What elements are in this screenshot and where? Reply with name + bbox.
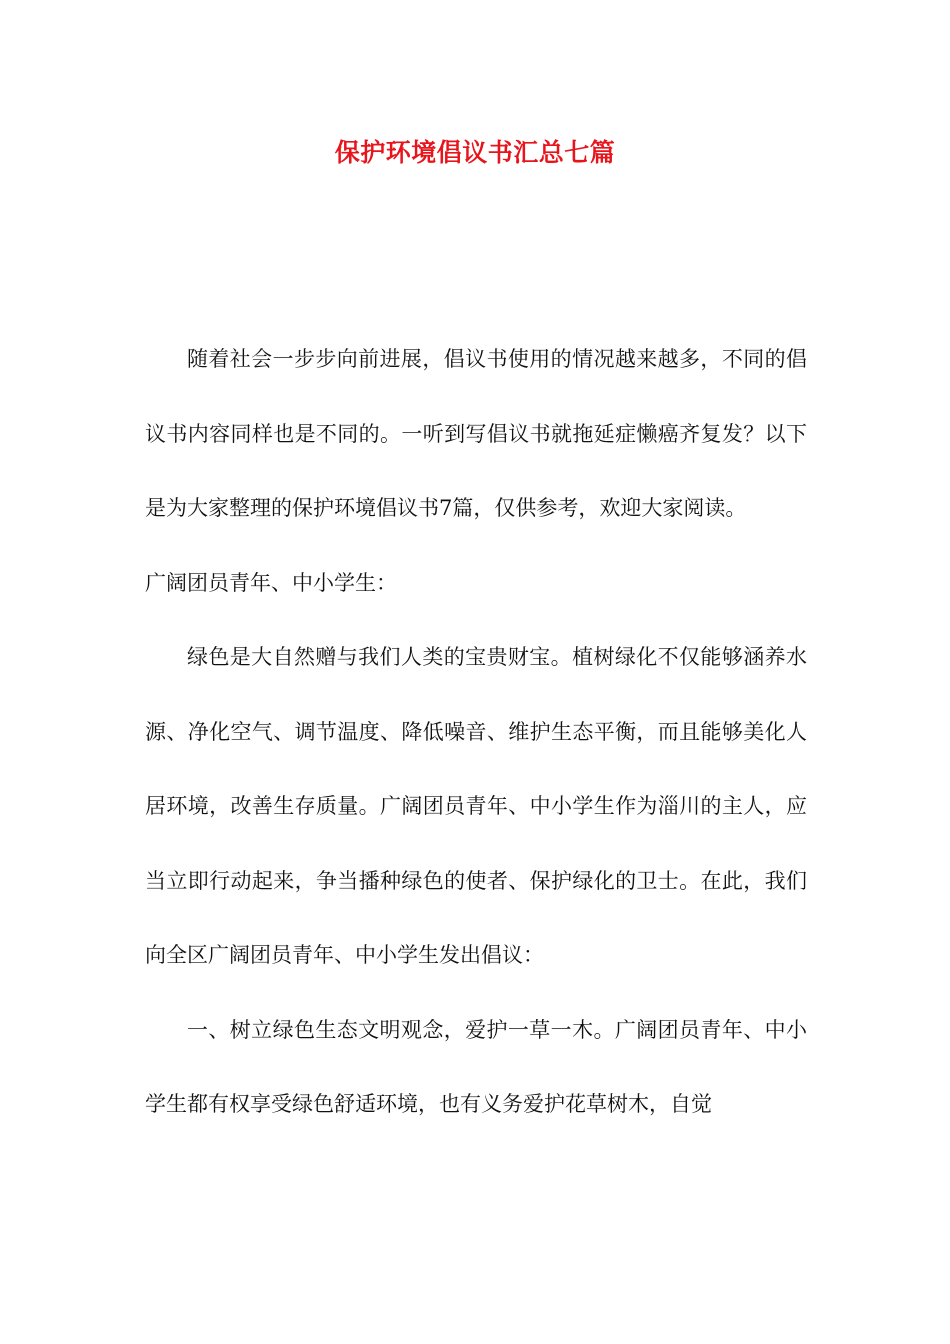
- salutation-paragraph: 广阔团员青年、中小学生：: [145, 570, 397, 595]
- document-title: 保护环境倡议书汇总七篇: [334, 138, 616, 167]
- point-one-paragraph: 一、树立绿色生态文明观念，爱护一草一木。广阔团员青年、中小学生都有权享受绿色舒适环境，也有义务爱护花草树木，自觉: [145, 1017, 807, 1116]
- document-body: [145, 322, 807, 1142]
- proposal-paragraph: 绿色是大自然赠与我们人类的宝贵财宝。植树绿化不仅能够涵养水源、净化空气、调节温度、降低噪音、维护生态平衡，而且能够美化人居环境，改善生存质量。广阔团员青年、中小学生作为淄川的主人，应当立即行动起来，争当播种绿色的使者、保护绿化的卫士。在此，我们向全区广阔团员青年、中小学生发出倡议：: [145, 645, 807, 967]
- intro-paragraph: 随着社会一步步向前进展，倡议书使用的情况越来越多，不同的倡议书内容同样也是不同的。一听到写倡议书就拖延症懒癌齐复发？以下是为大家整理的保护环境倡议书7篇，仅供参考，欢迎大家阅读。: [145, 347, 807, 520]
